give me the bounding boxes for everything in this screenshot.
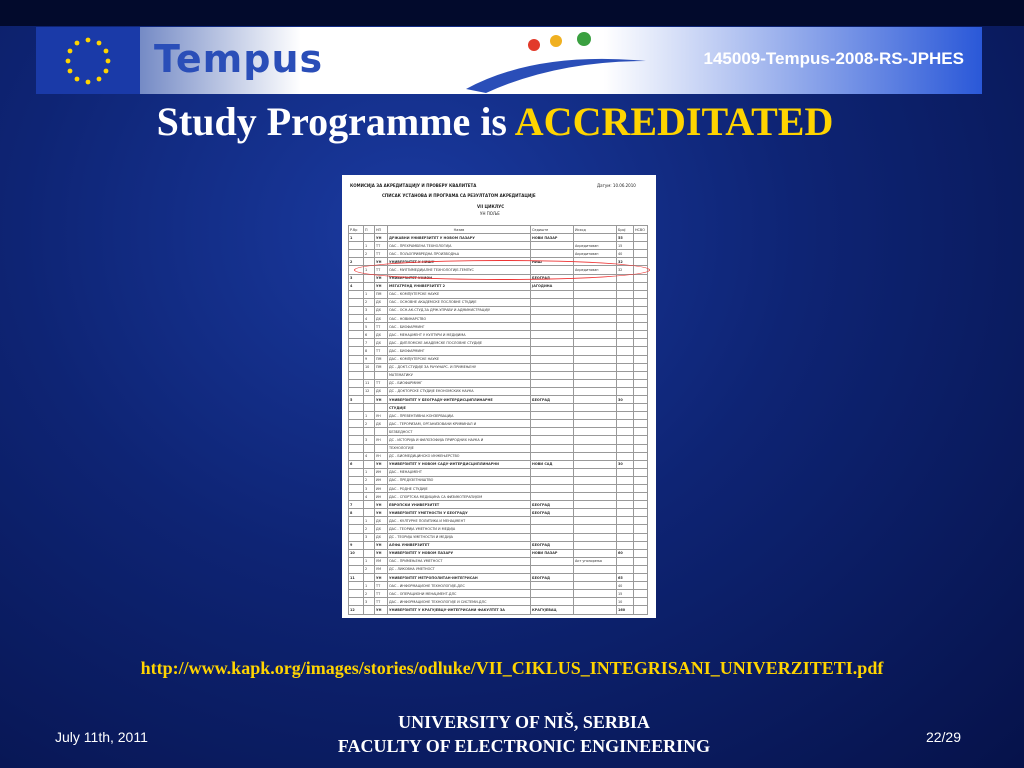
tempus-logo-text: Tempus — [154, 37, 324, 81]
accreditation-document-image: КОМИСИЈА ЗА АКРЕДИТАЦИЈУ И ПРОВЕРУ КВАЛИТЕТА Датум: 10.06.2010 СПИСАК УСТАНОВА И ПРОГРАМА СА РЕЗУЛТАТОМ АКРЕДИТАЦИЈЕ VII ЦИКЛУС УН ПОЉЕ Р.бр П НП Назив Седиште Исход Број НСВО 1 УН ДРЖАВНИ УНИВЕРЗИТЕТ У НОВОМ ПАЗАРУ НОВИ ПАЗАР 55 1 ТТ ОАС - ПРЕХРАМБЕНА ТЕХНОЛОГИЈА Акредитован 15 2 ТТ ОАС - ПОЉОПРИВРЕДНА ПРОИЗВОДЊА Акредитован 40 2 УН УНИВЕРЗИТЕТ У НИШУ НИШ 32 1 ТТ ОАС - МУЛТИМЕДИЈАЛНЕ ТЕХНОЛОГИЈЕ-ТЕМПУС Акредитован 32 3 УН УНИВЕРЗИТЕТ УНИОН БЕОГРАД 4 УН МЕГАТРЕНД УНИВЕРЗИТЕТ 2 ЈАГОДИНА 1 ПМ ОАС - КОМПЈУТЕРСКЕ НАУКЕ 2 ДХ ОАС - ОСНОВНЕ АКАДЕМСКЕ ПОСЛОВНЕ СТУДИЈЕ 3 ДХ ОАС - ОСН.АК.СТУД.ЗА ДРЖ.УПРАВУ И АДМИНИСТРАЦИЈУ 4 ДХ ОАС - НОВИНАРСТВО 5 ТТ ОАС - БИОФАРМИНГ 6 ДХ ДАС - МЕНАЏМЕНТ У КУЛТУРИ И МЕДИЈИМА 7 ДХ ДАС - ДИПЛОМСКЕ АКАДЕМСКЕ ПОСЛОВНЕ СТУДИЈЕ 8 ТТ ДАС - БИОФАРМИНГ 9 ПМ ДАС - КОМПЈУТЕРСКЕ НАУКЕ 10 ПМ ДС - ДОКТ.СТУДИЈЕ ЗА РАЧУНАРС. И ПРИМЕЊЕНУ МАТЕМАТИКУ 11 ТТ ДС - БИОФАРМИНГ 12 ДХ ДС - ДОКТОРСКЕ СТУДИЈЕ ЕКОНОМСКИХ НАУКА 5 УН УНИВЕРЗИТЕТ У БЕОГРАДУ-ИНТЕРДИСЦИПЛИНАРНЕ БЕОГРАД 30 СТУДИЈЕ 1 УН ДАС - ПРЕВЕНТИВНА КОНЗЕРВАЦИЈА 2 ДХ ДАС - ТЕРОРИЗАМ, ОРГАНИЗОВАНИ КРИМИНАЛ И БЕЗБЕДНОСТ 3 УН ДС - ИСТОРИЈА И ФИЛОЗОФИЈА ПРИРОДНИХ НАУКА И ТЕХНОЛОГИЈЕ 4 УН ДС - БИОМЕДИЦИНСКО ИНЖЕЊЕРСТВО 6 УН УНИВЕРЗИТЕТ У НОВОМ САДУ-ИНТЕРДИСЦИПЛИНАРНИ НОВИ САД 30 1 ИН ДАС - МЕНАЏМЕНТ 2 ИН ДАС - ПРЕДУЗЕТНИШТВО 3 ИН ДАС - РОДНЕ СТУДИЈЕ 4 ИН ДАС - СПОРТСКА МЕДИЦИНА СА ФИЗИКОТЕРАПИЈОМ 7 УН ЕВРОПСКИ УНИВЕРЗИТЕТ БЕОГРАД 8 УН УНИВЕРЗИТЕТ УМЕТНОСТИ У БЕОГРАДУ БЕОГРАД 1 ДХ ДАС - КУЛТУРНЕ ПОЛИТИКА И МЕНАЏМЕНТ 2 ДХ ДАС - ТЕОРИЈА УМЕТНОСТИ И МЕДИЈА 3 ДХ ДС - ТЕОРИЈА УМЕТНОСТИ И МЕДИЈА 9 УН АЛФА УНИВЕРЗИТЕТ БЕОГРАД 10 УН УНИВЕРЗИТЕТ У НОВОМ ПАЗАРУ НОВИ ПАЗАР 60 1 УМ ОАС - ПРИМЕЊЕНА УМЕТНОСТ Акт упозорења 2 УМ ДС - ЛИКОВНА УМЕТНОСТ 11 УН УНИВЕРЗИТЕТ МЕТРОПОЛИТАН-ИНТЕГРИСАН БЕОГРАД 65 1 ТТ ОАС - ИНФОРМАЦИОНЕ ТЕХНОЛОГИЈЕ-ДЛС 40 2 ТТ ОАС - ОПЕРАЦИОНИ МЕНАЏМЕНТ-ДЛС 15 3 ТТ ДАС - ИНФОРМАЦИОНЕ ТЕХНОЛОГИЈЕ И СИСТЕМИ-ДЛС 10 12 УН УНИВЕРЗИТЕТ У КРАГУЈЕВЦУ-ИНТЕГРИСАНИ ФАКУЛТЕТ ЗА КРАГУЈЕВАЦ 160 — [342, 175, 656, 618]
title-highlight: ACCREDITATED — [514, 99, 834, 144]
page-number: 22/29 — [925, 729, 961, 745]
top-band — [0, 0, 1024, 26]
document-table: Р.бр П НП Назив Седиште Исход Број НСВО 1 УН ДРЖАВНИ УНИВЕРЗИТЕТ У НОВОМ ПАЗАРУ НОВИ ПАЗАР 55 1 ТТ ОАС - ПРЕХРАМБЕНА ТЕХНОЛОГИЈА Акредитован 15 2 ТТ ОАС - ПОЉОПРИВРЕДНА ПРОИЗВОДЊА Акредитован 40 2 УН УНИВЕРЗИТЕТ У НИШУ НИШ 32 1 ТТ ОАС - МУЛТИМЕДИЈАЛНЕ ТЕХНОЛОГИЈЕ-ТЕМПУС Акредитован 32 3 УН УНИВЕРЗИТЕТ УНИОН БЕОГРАД 4 УН МЕГАТРЕНД УНИВЕРЗИТЕТ 2 ЈАГОДИНА 1 ПМ ОАС - КОМПЈУТЕРСКЕ НАУКЕ 2 ДХ ОАС - ОСНОВНЕ АКАДЕМСКЕ ПОСЛОВНЕ СТУДИЈЕ 3 ДХ ОАС - ОСН.АК.СТУД.ЗА ДРЖ.УПРАВУ И АДМИНИСТРАЦИЈУ 4 ДХ ОАС - НОВИНАРСТВО 5 ТТ ОАС - БИОФАРМИНГ 6 ДХ ДАС - МЕНАЏМЕНТ У КУЛТУРИ И МЕДИЈИМА 7 ДХ ДАС - ДИПЛОМСКЕ АКАДЕМСКЕ ПОСЛОВНЕ СТУДИЈЕ 8 ТТ ДАС - БИОФАРМИНГ 9 ПМ ДАС - КОМПЈУТЕРСКЕ НАУКЕ 10 ПМ ДС - ДОКТ.СТУДИЈЕ ЗА РАЧУНАРС. И ПРИМЕЊЕНУ МАТЕМАТИКУ 11 ТТ ДС - БИОФАРМИНГ 12 ДХ ДС - ДОКТОРСКЕ СТУДИЈЕ ЕКОНОМСКИХ НАУКА 5 УН УНИВЕРЗИТЕТ У БЕОГРАДУ-ИНТЕРДИСЦИПЛИНАРНЕ БЕОГРАД 30 СТУДИЈЕ 1 УН ДАС - ПРЕВЕНТИВНА КОНЗЕРВАЦИЈА 2 ДХ ДАС - ТЕРОРИЗАМ, ОРГАНИЗОВАНИ КРИМИНАЛ И БЕЗБЕДНОСТ 3 УН ДС - ИСТОРИЈА И ФИЛОЗОФИЈА ПРИРОДНИХ НАУКА И ТЕХНОЛОГИЈЕ 4 УН ДС - БИОМЕДИЦИНСКО ИНЖЕЊЕРСТВО 6 УН УНИВЕРЗИТЕТ У НОВОМ САДУ-ИНТЕРДИСЦИПЛИНАРНИ НОВИ САД 30 1 ИН ДАС - МЕНАЏМЕНТ 2 ИН ДАС - ПРЕДУЗЕТНИШТВО 3 ИН ДАС - РОДНЕ СТУДИЈЕ 4 ИН ДАС - СПОРТСКА МЕДИЦИНА СА ФИЗИКОТЕРАПИЈОМ 7 УН ЕВРОПСКИ УНИВЕРЗИТЕТ БЕОГРАД 8 УН УНИВЕРЗИТЕТ УМЕТНОСТИ У БЕОГРАДУ БЕОГРАД 1 ДХ ДАС - КУЛТУРНЕ ПОЛИТИКА И МЕНАЏМЕНТ 2 ДХ ДАС - ТЕОРИЈА УМЕТНОСТИ И МЕДИЈА 3 ДХ ДС - ТЕОРИЈА УМЕТНОСТИ И МЕДИЈА 9 УН АЛФА УНИВЕРЗИТЕТ БЕОГРАД 10 УН УНИВЕРЗИТЕТ У НОВОМ ПАЗАРУ НОВИ ПАЗАР 60 1 УМ ОАС - ПРИМЕЊЕНА УМЕТНОСТ Акт упозорења 2 УМ ДС - ЛИКОВНА УМЕТНОСТ 11 УН УНИВЕРЗИТЕТ МЕТРОПОЛИТАН-ИНТЕГРИСАН БЕОГРАД 65 1 ТТ ОАС - ИНФОРМАЦИОНЕ ТЕХНОЛОГИЈЕ-ДЛС 40 2 ТТ ОАС - ОПЕРАЦИОНИ МЕНАЏМЕНТ-ДЛС 15 3 ТТ ДАС - ИНФОРМАЦИОНЕ ТЕХНОЛОГИЈЕ И СИСТЕМИ-ДЛС 10 12 УН УНИВЕРЗИТЕТ У КРАГУЈЕВЦУ-ИНТЕГРИСАНИ ФАКУЛТЕТ ЗА КРАГУЈЕВАЦ 160 — [348, 225, 648, 615]
eu-flag-icon — [36, 27, 140, 94]
project-code: 145009-Tempus-2008-RS-JPHES — [703, 49, 964, 68]
footer-university — [0, 710, 1024, 758]
slide-title — [0, 98, 990, 145]
footer-line-1: UNIVERSITY OF NIŠ, SERBIA — [398, 712, 650, 732]
title-prefix: Study Programme is — [156, 99, 515, 144]
source-url[interactable]: http://www.kapk.org/images/stories/odluke/VII_CIKLUS_INTEGRISANI_UNIVERZITETI.pdf — [140, 658, 884, 678]
footer-date: July 11th, 2011 — [55, 729, 148, 745]
swoosh-logo-icon — [456, 31, 656, 93]
tempus-banner — [36, 27, 982, 94]
footer-line-2: FACULTY OF ELECTRONIC ENGINEERING — [337, 736, 711, 756]
highlight-ellipse — [354, 260, 650, 280]
